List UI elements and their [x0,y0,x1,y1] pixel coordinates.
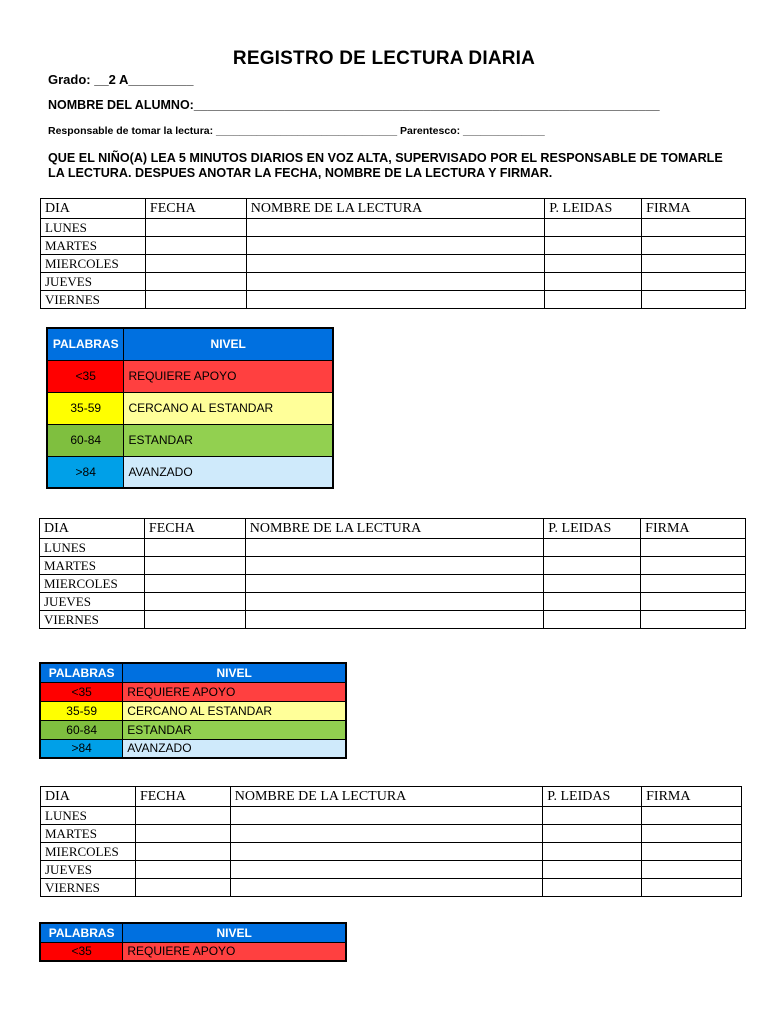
fecha-cell[interactable] [144,611,245,629]
level-label: ESTANDAR [123,720,346,739]
col-dia: DIA [40,519,145,539]
table-row [40,575,746,593]
table-row [41,291,746,309]
level-row [47,456,333,488]
level-label: REQUIERE APOYO [123,682,346,701]
lectura-cell[interactable] [246,273,545,291]
header-nivel: NIVEL [124,328,333,360]
range-cell: <35 [40,942,123,961]
level-table-2 [39,662,347,759]
level-row [40,701,346,720]
lectura-cell[interactable] [245,611,544,629]
fecha-cell[interactable] [135,879,230,897]
level-label: ESTANDAR [124,424,333,456]
level-label: CERCANO AL ESTANDAR [124,392,333,424]
firma-cell[interactable] [641,593,746,611]
lectura-cell[interactable] [246,255,545,273]
table-row [41,273,746,291]
firma-cell[interactable] [642,879,742,897]
firma-cell[interactable] [641,575,746,593]
firma-cell[interactable] [641,611,746,629]
nombre-field: NOMBRE DEL ALUMNO:___________________________________________________________________ [48,98,660,112]
paginas-cell[interactable] [545,237,642,255]
fecha-cell[interactable] [145,219,246,237]
day-label: LUNES [41,807,136,825]
day-label: MIERCOLES [40,575,145,593]
col-fecha: FECHA [145,199,246,219]
lectura-cell[interactable] [246,219,545,237]
lectura-cell[interactable] [230,843,543,861]
firma-cell[interactable] [642,807,742,825]
range-cell: <35 [47,360,124,392]
level-row [47,424,333,456]
firma-cell[interactable] [642,237,746,255]
responsable-field: Responsable de tomar la lectura: _______________________________ Parentesco: ______________ [48,125,545,137]
paginas-cell[interactable] [543,807,642,825]
paginas-cell[interactable] [543,879,642,897]
header-palabras: PALABRAS [40,663,123,682]
day-label: JUEVES [41,861,136,879]
fecha-cell[interactable] [144,575,245,593]
paginas-cell[interactable] [544,593,641,611]
col-firma: FIRMA [641,519,746,539]
paginas-cell[interactable] [543,843,642,861]
fecha-cell[interactable] [135,825,230,843]
col-firma: FIRMA [642,199,746,219]
col-dia: DIA [41,787,136,807]
header-palabras: PALABRAS [40,923,123,942]
firma-cell[interactable] [642,843,742,861]
paginas-cell[interactable] [545,219,642,237]
day-label: MIERCOLES [41,255,146,273]
day-label: JUEVES [40,593,145,611]
level-label: AVANZADO [123,739,346,758]
col-dia: DIA [41,199,146,219]
day-label: VIERNES [41,291,146,309]
paginas-cell[interactable] [545,255,642,273]
fecha-cell[interactable] [144,557,245,575]
col-firma: FIRMA [642,787,742,807]
level-label: AVANZADO [124,456,333,488]
col-nombre-lectura: NOMBRE DE LA LECTURA [245,519,544,539]
table-row [41,879,742,897]
instruction-text: QUE EL NIÑO(A) LEA 5 MINUTOS DIARIOS EN VOZ ALTA, SUPERVISADO POR EL RESPONSABLE DE TOMARLE LA LECTURA. DESPUES ANOTAR LA FECHA, NOMBRE DE LA LECTURA Y FIRMAR. [48,151,723,180]
col-fecha: FECHA [135,787,230,807]
level-row [40,682,346,701]
header-nivel: NIVEL [123,663,346,682]
table-row [41,255,746,273]
firma-cell[interactable] [642,273,746,291]
day-label: VIERNES [40,611,145,629]
table-row [40,611,746,629]
firma-cell[interactable] [641,539,746,557]
fecha-cell[interactable] [144,539,245,557]
firma-cell[interactable] [642,861,742,879]
firma-cell[interactable] [641,557,746,575]
col-nombre-lectura: NOMBRE DE LA LECTURA [246,199,545,219]
level-table-1 [46,327,334,489]
day-label: MARTES [40,557,145,575]
paginas-cell[interactable] [544,611,641,629]
lectura-cell[interactable] [245,575,544,593]
table-row [41,219,746,237]
level-row [47,360,333,392]
range-cell: >84 [47,456,124,488]
reading-log-table-1 [40,198,746,309]
day-label: LUNES [40,539,145,557]
level-label: CERCANO AL ESTANDAR [123,701,346,720]
level-row [40,739,346,758]
header-palabras: PALABRAS [47,328,124,360]
fecha-cell[interactable] [145,291,246,309]
paginas-cell[interactable] [543,825,642,843]
lectura-cell[interactable] [230,825,543,843]
level-label: REQUIERE APOYO [123,942,346,961]
range-cell: 35-59 [47,392,124,424]
table-row [40,539,746,557]
paginas-cell[interactable] [543,861,642,879]
fecha-cell[interactable] [135,807,230,825]
lectura-cell[interactable] [245,593,544,611]
paginas-cell[interactable] [545,273,642,291]
day-label: LUNES [41,219,146,237]
col-fecha: FECHA [144,519,245,539]
fecha-cell[interactable] [144,593,245,611]
lectura-cell[interactable] [245,539,544,557]
lectura-cell[interactable] [230,861,543,879]
lectura-cell[interactable] [230,807,543,825]
grado-field: Grado: __2 A_________ [48,72,194,87]
col-paginas-leidas: P. LEIDAS [544,519,641,539]
level-row [40,720,346,739]
header-nivel: NIVEL [123,923,346,942]
fecha-cell[interactable] [145,237,246,255]
fecha-cell[interactable] [135,843,230,861]
firma-cell[interactable] [642,825,742,843]
lectura-cell[interactable] [246,291,545,309]
range-cell: 35-59 [40,701,123,720]
table-row [41,843,742,861]
day-label: VIERNES [41,879,136,897]
level-row [47,392,333,424]
level-table-3 [39,922,347,962]
reading-log-table-3 [40,786,742,897]
range-cell: 60-84 [47,424,124,456]
range-cell: 60-84 [40,720,123,739]
col-paginas-leidas: P. LEIDAS [543,787,642,807]
reading-log-table-2 [39,518,746,629]
table-row [41,825,742,843]
day-label: JUEVES [41,273,146,291]
col-paginas-leidas: P. LEIDAS [545,199,642,219]
day-label: MIERCOLES [41,843,136,861]
day-label: MARTES [41,237,146,255]
level-label: REQUIERE APOYO [124,360,333,392]
range-cell: >84 [40,739,123,758]
table-row [40,593,746,611]
fecha-cell[interactable] [145,255,246,273]
table-row [41,861,742,879]
table-row [40,557,746,575]
paginas-cell[interactable] [544,575,641,593]
lectura-cell[interactable] [245,557,544,575]
paginas-cell[interactable] [544,557,641,575]
fecha-cell[interactable] [145,273,246,291]
lectura-cell[interactable] [230,879,543,897]
page-title: REGISTRO DE LECTURA DIARIA [232,48,536,69]
firma-cell[interactable] [642,255,746,273]
day-label: MARTES [41,825,136,843]
table-row [41,807,742,825]
col-nombre-lectura: NOMBRE DE LA LECTURA [230,787,543,807]
paginas-cell[interactable] [544,539,641,557]
firma-cell[interactable] [642,291,746,309]
lectura-cell[interactable] [246,237,545,255]
paginas-cell[interactable] [545,291,642,309]
firma-cell[interactable] [642,219,746,237]
fecha-cell[interactable] [135,861,230,879]
level-row [40,942,346,961]
table-row [41,237,746,255]
range-cell: <35 [40,682,123,701]
